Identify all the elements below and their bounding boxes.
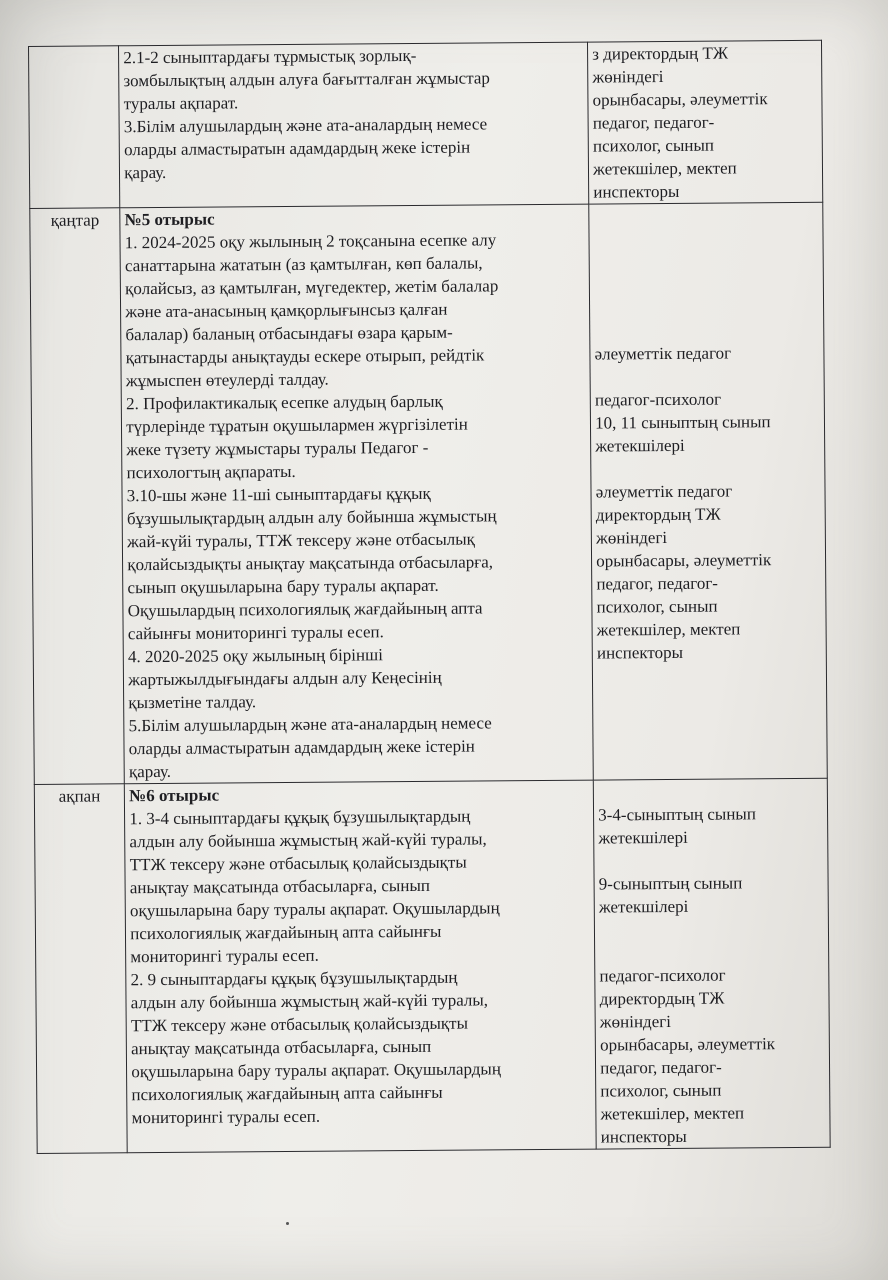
text-line: 4. 2020-2025 оқу жылының бірінші — [127, 645, 383, 667]
text-line — [594, 318, 819, 343]
text-line: алдын алу бойынша жұмыстың жай-күйі туралы, — [130, 990, 489, 1013]
responsible-cell — [589, 202, 827, 780]
text-line — [595, 456, 820, 481]
text-line: оқушыларына бару туралы ақпарат. Оқушылардың — [131, 1059, 501, 1082]
month-cell — [30, 208, 125, 785]
text-line — [599, 940, 824, 965]
text-line: оқушыларына бару туралы ақпарат. Оқушылардың — [129, 898, 500, 921]
agenda-cell — [119, 42, 589, 208]
text-line: жетекшілері — [598, 896, 689, 917]
text-line: қызметіне талдау. — [128, 692, 257, 713]
text-line: орынбасары, әлеуметтік — [592, 89, 768, 110]
text-line: жартыжылдығындағы алдын алу Кеңесінің — [128, 667, 442, 690]
text-line: оларды алмастыратын адамдардың жеке істерін — [123, 137, 471, 160]
text-line: мониторингі туралы есеп. — [131, 1106, 321, 1128]
text-line: балалар) баланың отбасындағы өзара қарым- — [125, 322, 453, 345]
text-line: қатынастарды анықтауды ескере отырып, рейдтік — [125, 345, 485, 368]
responsible-lines — [593, 203, 821, 665]
text-line: директордың ТЖ — [599, 988, 725, 1009]
text-line: қолайсыз, аз қамтылған, мүгедектер, жетім балалар — [125, 276, 499, 299]
text-line: 1. 2024-2025 оқу жылының 2 тоқсанына есепке алу — [124, 230, 497, 253]
text-line: 10, 11 сыныптың сынып — [595, 412, 771, 433]
text-line: педагог-психолог — [594, 389, 722, 410]
text-line: з директордың ТЖ — [592, 43, 729, 64]
text-line: жай-күйі туралы, ТТЖ тексеру және отбасылық — [127, 529, 475, 552]
text-line — [594, 249, 819, 274]
text-line: 1. 3-4 сыныптардағы құқық бұзушылықтардың — [129, 806, 471, 829]
responsible-cell — [588, 40, 823, 204]
text-line: жөніндегі — [595, 527, 668, 548]
text-line: жетекшілер, мектеп — [593, 158, 737, 179]
text-line: анықтау мақсатында отбасыларға, сынып — [129, 875, 430, 898]
agenda-lines — [129, 804, 591, 1130]
text-line: сайынғы мониторингі туралы есеп. — [127, 622, 384, 644]
text-line — [595, 364, 820, 389]
month-cell — [34, 784, 127, 1154]
text-line: жетекшілері — [598, 827, 688, 848]
text-line: жетекшілер, мектеп — [596, 619, 741, 640]
text-line — [594, 295, 819, 320]
session-title: №5 отырыс — [124, 209, 215, 230]
text-line: директордың ТЖ — [595, 504, 721, 525]
text-line: педагог, педагог- — [596, 573, 718, 594]
text-line: 3.Білім алушылардың және ата-аналардың немесе — [123, 114, 488, 137]
agenda-cell — [120, 204, 593, 784]
text-line: 2. Профилактикалық есепке алудың барлық — [125, 391, 443, 414]
text-line: психолог, сынып — [592, 135, 715, 156]
text-line: әлеуметтік педагог — [594, 343, 732, 364]
text-line: мониторингі туралы есеп. — [130, 945, 319, 967]
text-line: жетекшілері — [595, 435, 685, 456]
text-line: 2. 9 сыныптардағы құқық бұзушылықтардың — [130, 967, 458, 990]
agenda-lines — [125, 228, 589, 784]
text-line: психолог, сынып — [600, 1080, 722, 1101]
table-row — [34, 778, 830, 1153]
text-line: 5.Білім алушылардың және ата-аналардың немесе — [128, 713, 492, 736]
text-line: ТТЖ тексеру және отбасылық қолайсыздықты — [129, 852, 467, 875]
text-line — [594, 226, 819, 251]
text-line: оларды алмастыратын адамдардың жеке істерін — [128, 736, 475, 759]
text-line: орынбасары, әлеуметтік — [599, 1034, 776, 1055]
text-line: 3.10-шы және 11-ші сыныптардағы құқық — [126, 483, 431, 506]
text-line: инспекторы — [593, 181, 680, 202]
text-line — [598, 779, 823, 804]
text-line: 2.1-2 сыныптардағы тұрмыстық зорлық- — [123, 45, 417, 68]
text-line: жұмыспен өтеулерді талдау. — [125, 369, 329, 391]
text-line: психологтың ақпараты. — [126, 461, 296, 483]
prevention-council-plan-table — [28, 40, 831, 1154]
session-title: №6 отырыс — [129, 785, 220, 806]
text-line — [594, 272, 819, 297]
text-line: туралы ақпарат. — [123, 93, 239, 114]
month-cell — [29, 46, 120, 209]
text-line: Оқушылардың психологиялық жағдайының апта — [127, 598, 483, 621]
text-line: әлеуметтік педагог — [595, 481, 733, 502]
text-line: жеке түзету жұмыстары туралы Педагог - — [126, 437, 429, 460]
responsible-lines — [592, 41, 818, 204]
text-line: алдын алу бойынша жұмыстың жай-күйі туралы, — [129, 829, 487, 852]
text-line — [599, 917, 824, 942]
text-line: психологиялық жағдайының апта сайынғы — [131, 1082, 443, 1105]
text-line: жетекшілер, мектеп — [600, 1103, 745, 1124]
table-row — [30, 202, 827, 784]
text-line: ТТЖ тексеру және отбасылық қолайсыздықты — [130, 1013, 469, 1036]
text-line: және ата-анасының қамқорлығынсыз қалған — [125, 299, 448, 322]
month-label: қаңтар — [50, 210, 100, 230]
table-row — [29, 40, 823, 208]
text-line: зомбылықтың алдын алуға бағытталған жұмыстар — [123, 68, 490, 91]
text-line: қарау. — [128, 761, 172, 782]
text-line: анықтау мақсатында отбасыларға, сынып — [131, 1036, 432, 1059]
text-line: педагог-психолог — [599, 965, 726, 986]
agenda-cell — [125, 780, 597, 1153]
text-line: психолог, сынып — [596, 596, 718, 617]
text-line — [598, 848, 823, 873]
text-line: жөніндегі — [592, 67, 664, 87]
text-line: сынып оқушыларына бару туралы ақпарат. — [127, 575, 439, 598]
text-line — [593, 203, 818, 228]
text-line: түрлерінде тұратын оқушылармен жүргізілетін — [126, 414, 468, 437]
text-line: жөніндегі — [599, 1011, 671, 1032]
text-line: педагог, педагог- — [592, 112, 715, 133]
text-line: 3-4-сыныптың сынып — [598, 804, 756, 825]
text-line: инспекторы — [596, 642, 684, 663]
text-line: санаттарына жататын (аз қамтылған, көп балалы, — [124, 253, 483, 276]
responsible-lines — [598, 779, 826, 1149]
text-line: 9-сыныптың сынып — [598, 873, 743, 894]
paper-speck — [286, 1222, 289, 1225]
text-line: орынбасары, әлеуметтік — [596, 550, 772, 571]
text-line: бұзушылықтардың алдын алу бойынша жұмыстың — [126, 506, 497, 529]
text-line: педагог, педагог- — [600, 1057, 722, 1078]
agenda-lines — [123, 43, 584, 185]
text-line: қарау. — [124, 162, 167, 183]
responsible-cell — [593, 778, 830, 1149]
text-line: инспекторы — [600, 1126, 687, 1147]
text-line: қолайсыздықты анықтау мақсатында отбасыларға, — [127, 552, 494, 575]
month-label: ақпан — [58, 786, 101, 806]
text-line: психологиялық жағдайының апта сайынғы — [130, 921, 442, 944]
